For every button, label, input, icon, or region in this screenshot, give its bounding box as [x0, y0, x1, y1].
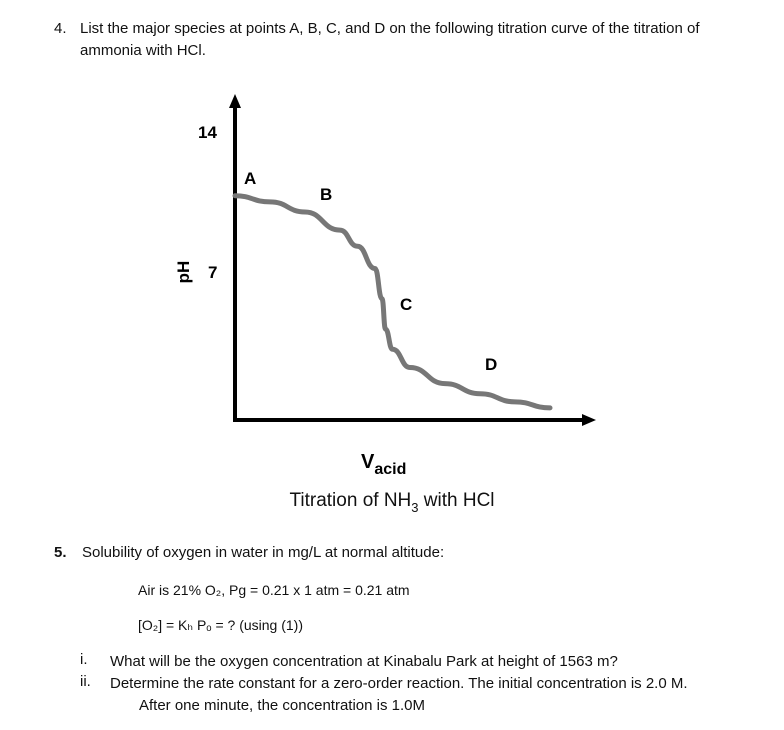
question-number: 5. — [54, 544, 67, 561]
caption-tail: with HCl — [418, 490, 495, 511]
air-composition-line: Air is 21% O₂, Pg = 0.21 x 1 atm = 0.21 atm — [138, 582, 410, 598]
y-tick-label-7: 7 — [208, 263, 218, 282]
caption-subscript: 3 — [411, 500, 419, 515]
y-axis-label: pH — [174, 260, 193, 284]
y-axis-arrowhead — [229, 94, 241, 108]
sub-question-text: Determine the rate constant for a zero-order reaction. The initial concentration is 2.0 M. — [110, 675, 688, 692]
henry-law-line: [O₂] = Kₕ Pₒ = ? (using (1)) — [138, 617, 303, 633]
point-label-a: A — [244, 169, 257, 188]
question-number: 4. — [54, 20, 67, 37]
point-label-d: D — [485, 355, 498, 374]
question-text: Solubility of oxygen in water in mg/L at normal altitude: — [82, 544, 445, 561]
x-axis-label — [361, 451, 406, 478]
point-label-c: C — [400, 295, 413, 314]
y-tick-label-14: 14 — [198, 123, 217, 142]
sub-question-text: What will be the oxygen concentration at Kinabalu Park at height of 1563 m? — [110, 653, 618, 670]
caption-main: Titration of NH — [289, 490, 412, 511]
x-axis-label-sub: acid — [374, 461, 407, 478]
question-text: List the major species at points A, B, C, and D on the following titration curve of the titration of ammonia with HCl. — [80, 20, 700, 59]
titration-curve — [235, 196, 550, 408]
point-label-b: B — [320, 185, 333, 204]
x-axis-arrowhead — [582, 414, 596, 426]
roman-numeral: i. — [80, 651, 88, 668]
roman-numeral: ii. — [80, 673, 91, 690]
sub-question-ii-continuation: After one minute, the concentration is 1.0M — [139, 697, 425, 714]
chart-caption — [0, 490, 784, 515]
x-axis-label-main: V — [361, 451, 375, 473]
